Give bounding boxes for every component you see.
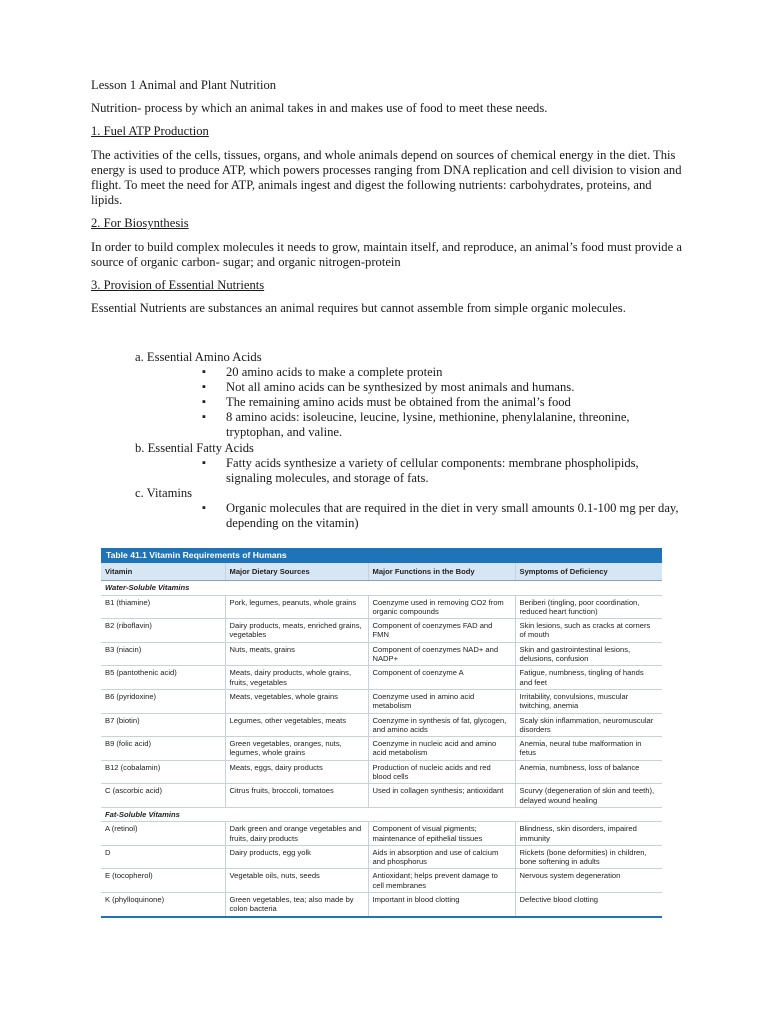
table-cell: Component of coenzyme A [368, 666, 515, 690]
table-cell: Fatigue, numbness, tingling of hands and feet [515, 666, 662, 690]
table-cell: Skin lesions, such as cracks at corners of mouth [515, 619, 662, 643]
table-cell: Production of nucleic acids and red blood cells [368, 760, 515, 784]
table-cell: E (tocopherol) [101, 869, 225, 893]
document-body [91, 78, 683, 324]
table-cell: B2 (riboflavin) [101, 619, 225, 643]
vitamin-table [101, 548, 662, 918]
table-row [101, 666, 662, 690]
table-cell: Meats, eggs, dairy products [225, 760, 368, 784]
table-row [101, 595, 662, 619]
table-cell: Beriberi (tingling, poor coordination, reduced heart function) [515, 595, 662, 619]
group-label: Water-Soluble Vitamins [101, 581, 662, 595]
table-row [101, 869, 662, 893]
vitamins-label: c. Vitamins [135, 486, 193, 500]
heading-essential: 3. Provision of Essential Nutrients [91, 278, 265, 293]
table-cell: Blindness, skin disorders, impaired immunity [515, 822, 662, 846]
table-cell: D [101, 845, 225, 869]
table-cell: B7 (biotin) [101, 713, 225, 737]
table-cell: Scaly skin inflammation, neuromuscular disorders [515, 713, 662, 737]
table-cell: Component of coenzymes NAD+ and NADP+ [368, 642, 515, 666]
table-cell: B12 (cobalamin) [101, 760, 225, 784]
column-header: Major Dietary Sources [225, 563, 368, 581]
table-cell: Used in collagen synthesis; antioxidant [368, 784, 515, 808]
table-cell: B1 (thiamine) [101, 595, 225, 619]
list-item: ▪ Fatty acids synthesize a variety of cellular components: membrane phospholipids, signaling molecules, and storage of fats. [200, 456, 680, 486]
table-cell: Scurvy (degeneration of skin and teeth), delayed wound healing [515, 784, 662, 808]
table-row [101, 760, 662, 784]
table-cell: A (retinol) [101, 822, 225, 846]
nutrition-definition: Nutrition- process by which an animal takes in and makes use of food to meet these needs. [91, 101, 548, 116]
table-cell: Nuts, meats, grains [225, 642, 368, 666]
essential-paragraph: Essential Nutrients are substances an animal requires but cannot assemble from simple organic molecules. [91, 301, 626, 316]
table-cell: Meats, vegetables, whole grains [225, 689, 368, 713]
group-row [101, 807, 662, 821]
table-row [101, 689, 662, 713]
table-header-row [101, 563, 662, 581]
vitamins-list [200, 501, 680, 531]
column-header: Symptoms of Deficiency [515, 563, 662, 581]
fuel-paragraph: The activities of the cells, tissues, organs, and whole animals depend on sources of chemical energy in the diet. This energy is used to produce ATP, which powers processes ranging from DNA replication and cell division to vision and flight. To meet the need for ATP, animals ingest and digest the following nutrients: carbohydrates, proteins, and lipids. [91, 147, 682, 208]
table-title: Table 41.1 Vitamin Requirements of Humans [101, 548, 662, 563]
table-cell: Nervous system degeneration [515, 869, 662, 893]
table-cell: Green vegetables, oranges, nuts, legumes, whole grains [225, 737, 368, 761]
heading-fuel: 1. Fuel ATP Production [91, 124, 209, 139]
table-row [101, 822, 662, 846]
list-item: ▪ 20 amino acids to make a complete protein [200, 365, 680, 380]
table-cell: Pork, legumes, peanuts, whole grains [225, 595, 368, 619]
page-title: Lesson 1 Animal and Plant Nutrition [91, 78, 277, 92]
table-cell: Component of visual pigments; maintenance of epithelial tissues [368, 822, 515, 846]
table-cell: B3 (niacin) [101, 642, 225, 666]
column-header: Vitamin [101, 563, 225, 581]
table-cell: Citrus fruits, broccoli, tomatoes [225, 784, 368, 808]
heading-biosynthesis: 2. For Biosynthesis [91, 216, 189, 231]
fatty-acids-label: b. Essential Fatty Acids [135, 441, 254, 455]
table-row [101, 893, 662, 917]
table-cell: Coenzyme used in amino acid metabolism [368, 689, 515, 713]
table-cell: Green vegetables, tea; also made by colon bacteria [225, 893, 368, 917]
table-cell: Anemia, numbness, loss of balance [515, 760, 662, 784]
table-body [101, 581, 662, 917]
table-row [101, 845, 662, 869]
list-item: ▪ 8 amino acids: isoleucine, leucine, lysine, methionine, phenylalanine, threonine, tryptophan, and valine. [200, 410, 680, 440]
table-cell: B5 (pantothenic acid) [101, 666, 225, 690]
table-cell: Irritability, convulsions, muscular twitching, anemia [515, 689, 662, 713]
table-row [101, 619, 662, 643]
table-cell: Skin and gastrointestinal lesions, delusions, confusion [515, 642, 662, 666]
table-cell: Coenzyme in nucleic acid and amino acid metabolism [368, 737, 515, 761]
table-row [101, 713, 662, 737]
list-item: ▪ Organic molecules that are required in the diet in very small amounts 0.1-100 mg per day, depending on the vitamin) [200, 501, 680, 531]
table-row [101, 784, 662, 808]
table-cell: B9 (folic acid) [101, 737, 225, 761]
table-cell: Rickets (bone deformities) in children, bone softening in adults [515, 845, 662, 869]
table-cell: Anemia, neural tube malformation in fetus [515, 737, 662, 761]
table-cell: Defective blood clotting [515, 893, 662, 917]
table-cell: Component of coenzymes FAD and FMN [368, 619, 515, 643]
table-cell: B6 (pyridoxine) [101, 689, 225, 713]
amino-acids-list [200, 365, 680, 440]
table-cell: Legumes, other vegetables, meats [225, 713, 368, 737]
table-cell: K (phylloquinone) [101, 893, 225, 917]
table-row [101, 737, 662, 761]
group-row [101, 581, 662, 595]
table-cell: C (ascorbic acid) [101, 784, 225, 808]
table-cell: Vegetable oils, nuts, seeds [225, 869, 368, 893]
table-cell: Coenzyme in synthesis of fat, glycogen, and amino acids [368, 713, 515, 737]
table-cell: Coenzyme used in removing CO2 from organic compounds [368, 595, 515, 619]
table-cell: Important in blood clotting [368, 893, 515, 917]
table-row [101, 642, 662, 666]
table-cell: Meats, dairy products, whole grains, fruits, vegetables [225, 666, 368, 690]
table-cell: Dark green and orange vegetables and fruits, dairy products [225, 822, 368, 846]
table-cell: Aids in absorption and use of calcium and phosphorus [368, 845, 515, 869]
biosynthesis-paragraph: In order to build complex molecules it needs to grow, maintain itself, and reproduce, an animal’s food must provide a source of organic carbon- sugar; and organic nitrogen-protein [91, 239, 682, 269]
table-cell: Dairy products, meats, enriched grains, vegetables [225, 619, 368, 643]
table-cell: Antioxidant; helps prevent damage to cell membranes [368, 869, 515, 893]
table-cell: Dairy products, egg yolk [225, 845, 368, 869]
amino-acids-label: a. Essential Amino Acids [135, 350, 262, 364]
group-label: Fat-Soluble Vitamins [101, 807, 662, 821]
column-header: Major Functions in the Body [368, 563, 515, 581]
list-item: ▪ The remaining amino acids must be obtained from the animal’s food [200, 395, 680, 410]
list-item: ▪ Not all amino acids can be synthesized by most animals and humans. [200, 380, 680, 395]
fatty-acids-list [200, 456, 680, 486]
